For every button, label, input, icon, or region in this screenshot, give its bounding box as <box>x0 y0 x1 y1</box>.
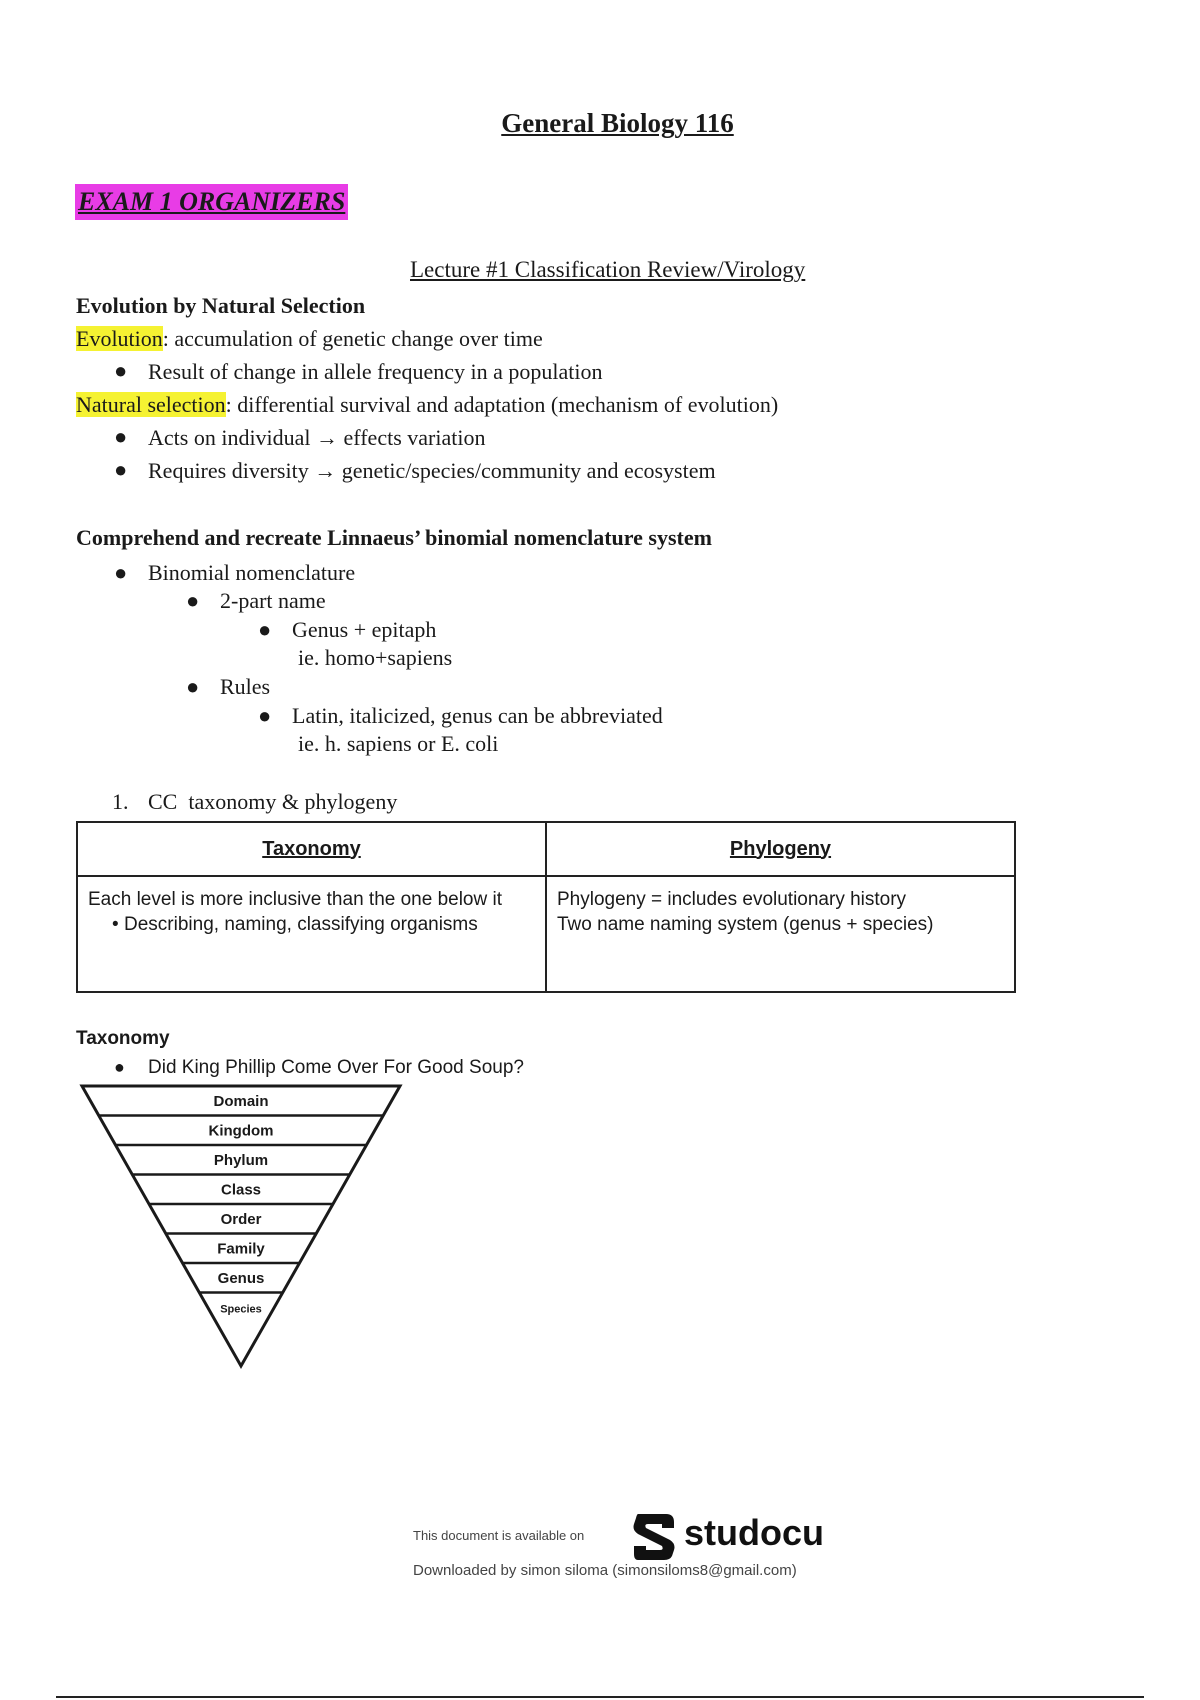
table-header-taxonomy: Taxonomy <box>77 822 546 876</box>
list-item: Acts on individual → effects variation <box>148 425 486 450</box>
page-bottom-rule <box>56 1696 1144 1698</box>
pyramid-level-family: Family <box>217 1240 265 1258</box>
pyramid-level-species: Species <box>220 1303 262 1316</box>
pyramid-level-genus: Genus <box>217 1270 265 1288</box>
lecture-heading: Lecture #1 Classification Review/Virology <box>410 257 806 282</box>
exam-banner: EXAM 1 ORGANIZERS <box>75 184 348 220</box>
numbered-item-text: CC taxonomy & phylogeny <box>148 789 398 814</box>
pyramid-level-class: Class <box>220 1181 262 1199</box>
footer-available-text: This document is available on <box>413 1528 585 1543</box>
section-heading-nomenclature: Comprehend and recreate Linnaeus’ binomial nomenclature system <box>76 525 712 550</box>
pyramid-level-domain: Domain <box>213 1093 269 1111</box>
section-heading-evolution: Evolution by Natural Selection <box>76 293 366 318</box>
studocu-brand[interactable]: studocu <box>684 1512 824 1553</box>
bullet-icon: ● <box>114 560 128 585</box>
natural-selection-definition <box>76 392 778 418</box>
taxonomy-pyramid <box>70 1082 410 1372</box>
list-item: Latin, italicized, genus can be abbreviated <box>292 703 663 728</box>
table-cell-line: Each level is more inclusive than the one below it <box>88 889 503 910</box>
list-item: Binomial nomenclature <box>148 560 356 585</box>
pyramid-level-order: Order <box>220 1211 262 1229</box>
natural-selection-def-text: : differential survival and adaptation (mechanism of evolution) <box>225 392 779 417</box>
mnemonic-text: Did King Phillip Come Over For Good Soup? <box>148 1057 524 1078</box>
list-item: Result of change in allele frequency in a population <box>148 359 603 384</box>
table-cell-bullet: • Describing, naming, classifying organisms <box>88 912 535 937</box>
bullet-icon: ● <box>114 457 128 482</box>
numbered-item-number: 1. <box>112 789 129 814</box>
pyramid-level-kingdom: Kingdom <box>208 1122 274 1140</box>
list-item: Requires diversity → genetic/species/community and ecosystem <box>148 458 716 483</box>
list-item: 2-part name <box>220 588 326 613</box>
table-cell-line: Two name naming system (genus + species) <box>557 914 934 935</box>
evolution-def-text: : accumulation of genetic change over time <box>162 326 543 351</box>
studocu-logo-icon <box>630 1510 680 1562</box>
pyramid-level-phylum: Phylum <box>213 1152 269 1170</box>
table-cell-taxonomy <box>77 876 546 992</box>
table-cell-line: Phylogeny = includes evolutionary history <box>557 889 907 910</box>
comparison-table <box>76 821 1016 993</box>
example-text: ie. h. sapiens or E. coli <box>298 731 499 756</box>
example-text: ie. homo+sapiens <box>298 645 453 670</box>
natural-selection-term: Natural selection <box>76 392 226 417</box>
bullet-icon: ● <box>114 1057 125 1077</box>
document-title: General Biology 116 <box>501 108 734 138</box>
table-header-phylogeny: Phylogeny <box>546 822 1015 876</box>
bullet-icon: ● <box>114 424 128 449</box>
bullet-icon: ● <box>186 588 200 613</box>
taxonomy-heading: Taxonomy <box>76 1028 170 1049</box>
bullet-icon: ● <box>114 358 128 383</box>
evolution-term: Evolution <box>76 326 163 351</box>
evolution-definition <box>76 326 543 352</box>
bullet-icon: ● <box>258 703 272 728</box>
footer-downloaded-text: Downloaded by simon siloma (simonsiloms8@gmail.com) <box>413 1562 797 1579</box>
list-item: Rules <box>220 674 271 699</box>
bullet-icon: ● <box>186 674 200 699</box>
bullet-icon: ● <box>258 617 272 642</box>
table-cell-phylogeny <box>546 876 1015 992</box>
list-item: Genus + epitaph <box>292 617 437 642</box>
